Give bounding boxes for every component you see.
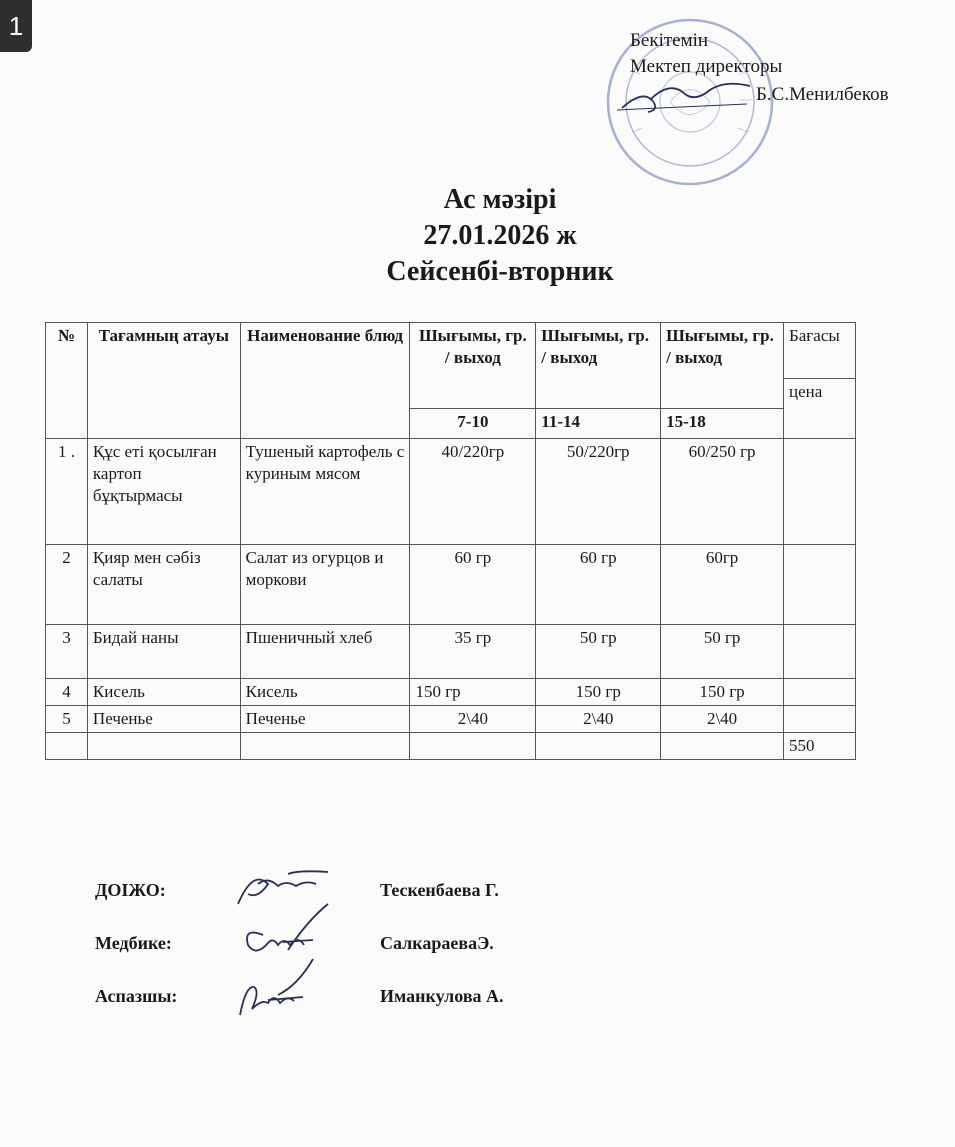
row-output-1: 35 гр bbox=[410, 625, 536, 679]
row-name-kz: Кисель bbox=[87, 679, 240, 706]
title-line-1: Ас мәзірі bbox=[443, 184, 557, 215]
row-num: 3 bbox=[46, 625, 88, 679]
row-price bbox=[784, 679, 856, 706]
empty-cell bbox=[661, 733, 784, 760]
director-name: Б.С.Менилбеков bbox=[756, 84, 889, 105]
header-name-ru: Наименование блюд bbox=[240, 323, 410, 439]
row-output-1: 40/220гр bbox=[410, 439, 536, 545]
table-row bbox=[46, 545, 856, 625]
signature-3-icon bbox=[228, 955, 358, 1020]
signature-role-3: Аспазшы: bbox=[95, 986, 178, 1006]
menu-table bbox=[45, 322, 856, 760]
header-age-2: 11-14 bbox=[536, 409, 661, 439]
empty-cell bbox=[240, 733, 410, 760]
row-output-3: 60гр bbox=[661, 545, 784, 625]
row-output-3: 50 гр bbox=[661, 625, 784, 679]
table-row bbox=[46, 439, 856, 545]
approval-line-1: Бекітемін bbox=[630, 30, 709, 51]
header-age-3: 15-18 bbox=[661, 409, 784, 439]
empty-cell bbox=[536, 733, 661, 760]
row-name-ru: Пшеничный хлеб bbox=[240, 625, 410, 679]
row-name-ru: Печенье bbox=[240, 706, 410, 733]
row-output-1: 150 гр bbox=[410, 679, 536, 706]
table-total-row bbox=[46, 733, 856, 760]
signature-name-2: СалкараеваЭ. bbox=[380, 933, 494, 953]
row-output-3: 2\40 bbox=[661, 706, 784, 733]
signature-role-1: ДОІЖО: bbox=[95, 880, 166, 900]
director-signature-icon bbox=[612, 70, 762, 120]
signature-name-3: Иманкулова А. bbox=[380, 986, 504, 1006]
page-number-badge: 1 bbox=[0, 0, 32, 52]
row-output-2: 150 гр bbox=[536, 679, 661, 706]
row-output-2: 2\40 bbox=[536, 706, 661, 733]
approval-line-2: Мектеп директоры bbox=[630, 56, 783, 77]
row-name-kz: Печенье bbox=[87, 706, 240, 733]
row-name-ru: Салат из огурцов и моркови bbox=[240, 545, 410, 625]
row-name-kz: Қияр мен сәбіз салаты bbox=[87, 545, 240, 625]
table-header-row bbox=[46, 323, 856, 379]
total-price: 550 bbox=[784, 733, 856, 760]
signature-role-2: Медбике: bbox=[95, 933, 172, 953]
row-output-1: 60 гр bbox=[410, 545, 536, 625]
header-name-kz: Тағамның атауы bbox=[87, 323, 240, 439]
row-name-kz: Құс еті қосылған картоп бұқтырмасы bbox=[87, 439, 240, 545]
row-num: 4 bbox=[46, 679, 88, 706]
title-date: 27.01.2026 ж bbox=[423, 220, 577, 251]
empty-cell bbox=[87, 733, 240, 760]
title-day: Сейсенбі-вторник bbox=[386, 256, 614, 287]
page-title bbox=[0, 182, 955, 290]
row-price bbox=[784, 706, 856, 733]
row-output-2: 50 гр bbox=[536, 625, 661, 679]
row-output-3: 150 гр bbox=[661, 679, 784, 706]
table-row bbox=[46, 706, 856, 733]
row-num: 5 bbox=[46, 706, 88, 733]
header-output-3: Шығымы, гр. / выход bbox=[661, 323, 784, 409]
header-output-2: Шығымы, гр. / выход bbox=[536, 323, 661, 409]
row-price bbox=[784, 625, 856, 679]
row-name-ru: Тушеный картофель с куриным мясом bbox=[240, 439, 410, 545]
signature-name-1: Тескенбаева Г. bbox=[380, 880, 499, 900]
row-output-1: 2\40 bbox=[410, 706, 536, 733]
table-row bbox=[46, 679, 856, 706]
empty-cell bbox=[46, 733, 88, 760]
row-output-3: 60/250 гр bbox=[661, 439, 784, 545]
row-num: 1 . bbox=[46, 439, 88, 545]
row-output-2: 50/220гр bbox=[536, 439, 661, 545]
header-age-1: 7-10 bbox=[410, 409, 536, 439]
row-num: 2 bbox=[46, 545, 88, 625]
row-name-ru: Кисель bbox=[240, 679, 410, 706]
row-output-2: 60 гр bbox=[536, 545, 661, 625]
header-price-kz: Бағасы bbox=[784, 323, 856, 379]
table-row bbox=[46, 625, 856, 679]
header-price-ru: цена bbox=[784, 379, 856, 439]
row-name-kz: Бидай наны bbox=[87, 625, 240, 679]
signature-2-icon bbox=[228, 900, 358, 960]
empty-cell bbox=[410, 733, 536, 760]
header-num: № bbox=[46, 323, 88, 439]
header-output-1: Шығымы, гр. / выход bbox=[410, 323, 536, 409]
row-price bbox=[784, 439, 856, 545]
row-price bbox=[784, 545, 856, 625]
